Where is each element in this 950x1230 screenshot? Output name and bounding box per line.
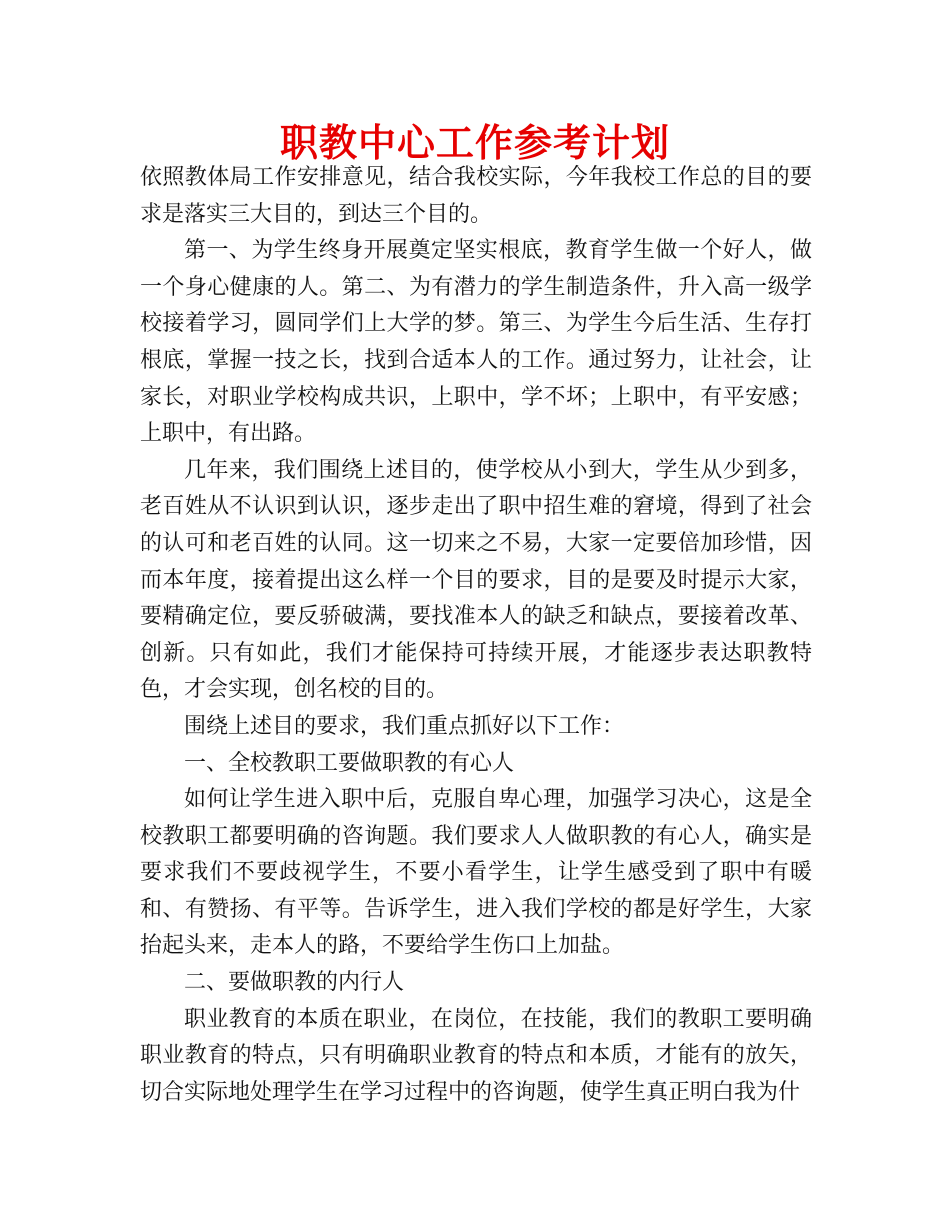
paragraph-section-1: 如何让学生进入职中后，克服自卑心理，加强学习决心，这是全校教职工都要明确的咨询题。我们要求人人做职教的有心人，确实是要求我们不要歧视学生，不要小看学生，让学生感受到了职中有暖和、有赞扬、有平等。告诉学生，进入我们学校的都是好学生，大家抬起头来，走本人的路，不要给学生伤口上加盐。: [140, 787, 812, 959]
paragraph-section-2: 职业教育的本质在职业，在岗位，在技能，我们的教职工要明确职业教育的特点，只有明确职业教育的特点和本质，才能有的放矢，切合实际地处理学生在学习过程中的咨询题，使学生真正明白我为什: [140, 1006, 812, 1105]
document-title: 职教中心工作参考计划: [279, 121, 670, 165]
paragraph-intro: 依照教体局工作安排意见，结合我校实际，今年我校工作总的目的要求是落实三大目的，到达三个目的。: [140, 165, 812, 227]
document-body: [140, 160, 812, 1111]
paragraph-key-work: 围绕上述目的要求，我们重点抓好以下工作：: [184, 713, 625, 739]
section-heading-2: 二、要做职教的内行人: [184, 970, 405, 996]
paragraph-three-goals: 第一、为学生终身开展奠定坚实根底，教育学生做一个好人，做一个身心健康的人。第二、为有潜力的学生制造条件，升入高一级学校接着学习，圆同学们上大学的梦。第三、为学生今后生活、生存打根底，掌握一技之长，找到合适本人的工作。通过努力，让社会，让家长，对职业学校构成共识，上职中，学不坏；上职中，有平安感；上职中，有出路。: [140, 238, 812, 447]
section-heading-1: 一、全校教职工要做职教的有心人: [184, 750, 515, 776]
paragraph-past-years: 几年来，我们围绕上述目的，使学校从小到大，学生从少到多，老百姓从不认识到认识，逐步走出了职中招生难的窘境，得到了社会的认可和老百姓的认同。这一切来之不易，大家一定要倍加珍惜，因而本年度，接着提出这么样一个目的要求，目的是要及时提示大家，要精确定位，要反骄破满，要找准本人的缺乏和缺点，要接着改革、创新。只有如此，我们才能保持可持续开展，才能逐步表达职教特色，才会实现，创名校的目的。: [140, 457, 812, 703]
